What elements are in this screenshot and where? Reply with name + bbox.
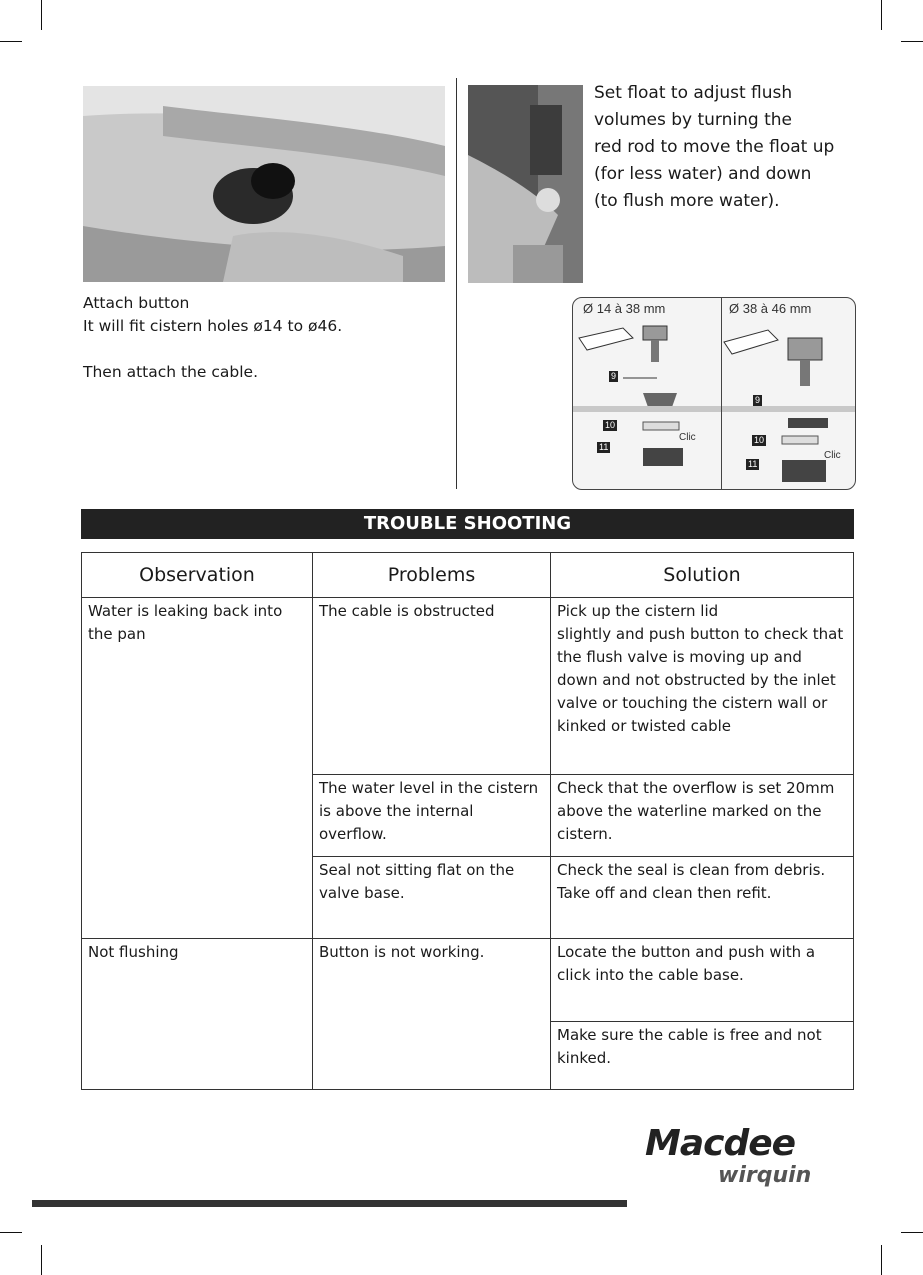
- problem-button: Button is not working.: [313, 939, 551, 1090]
- small-hole-panel: [573, 298, 722, 489]
- solution-overflow: Check that the overflow is set 20mm above the waterline marked on the cistern.: [551, 775, 854, 857]
- header-observation: Observation: [82, 553, 313, 598]
- float-instruction-line1: Set float to adjust flush: [594, 83, 793, 103]
- trouble-shooting-table: [81, 552, 854, 1090]
- part-10-tag: 10: [605, 420, 616, 430]
- table-row: [82, 939, 854, 1022]
- solution-locate-button: Locate the button and push with a click into the cable base.: [551, 939, 854, 1022]
- problem-seal: Seal not sitting flat on the valve base.: [313, 857, 551, 939]
- footer-bar: [32, 1200, 627, 1207]
- header-problems: Problems: [313, 553, 551, 598]
- observation-leaking: Water is leaking back into the pan: [82, 598, 313, 939]
- solution-cable-free: Make sure the cable is free and not kinked.: [551, 1022, 854, 1090]
- attach-button-caption: Attach button: [83, 294, 190, 312]
- part-10-tag: 10: [754, 435, 765, 445]
- solution-seal: Check the seal is clean from debris. Take off and clean then refit.: [551, 857, 854, 939]
- macdee-logo: Macdee: [645, 1123, 796, 1164]
- part-9-tag: 9: [755, 395, 761, 405]
- small-hole-label: Ø 14 à 38 mm: [583, 301, 666, 316]
- clic-label: Clic: [679, 432, 696, 443]
- clic-label: Clic: [824, 450, 841, 461]
- large-hole-panel: [722, 298, 855, 489]
- large-hole-label: Ø 38 à 46 mm: [729, 301, 812, 316]
- float-instruction-line4: (for less water) and down: [594, 164, 812, 184]
- wirquin-logo: wirquin: [718, 1163, 812, 1188]
- header-solution: Solution: [551, 553, 854, 598]
- crop-mark: [0, 41, 22, 42]
- crop-mark: [41, 0, 42, 30]
- crop-mark: [881, 1245, 882, 1275]
- float-instruction-line5: (to flush more water).: [594, 191, 780, 211]
- attach-button-photo: [83, 86, 445, 282]
- trouble-shooting-banner: TROUBLE SHOOTING: [81, 509, 854, 539]
- float-instruction-line3: red rod to move the float up: [594, 137, 835, 157]
- column-divider: [456, 78, 457, 489]
- part-9-tag: 9: [611, 371, 617, 381]
- part-11-tag: 11: [748, 459, 758, 469]
- crop-mark: [901, 1232, 923, 1233]
- attach-cable-caption: Then attach the cable.: [83, 363, 258, 381]
- table-row: [82, 598, 854, 775]
- crop-mark: [881, 0, 882, 30]
- crop-mark: [901, 41, 923, 42]
- float-adjust-photo: [468, 85, 583, 283]
- observation-not-flushing: Not flushing: [82, 939, 313, 1090]
- cistern-holes-caption: It will fit cistern holes ø14 to ø46.: [83, 317, 343, 335]
- problem-cable-obstructed: The cable is obstructed: [313, 598, 551, 775]
- table-header-row: [82, 553, 854, 598]
- hole-size-diagram: [572, 297, 856, 490]
- problem-water-level: The water level in the cistern is above the internal overflow.: [313, 775, 551, 857]
- crop-mark: [0, 1232, 22, 1233]
- solution-check-valve: Pick up the cistern lid slightly and push button to check that the flush valve is moving up and down and not obstructed by the inlet valve or touching the cistern wall or kinked or twisted cable: [551, 598, 854, 775]
- crop-mark: [41, 1245, 42, 1275]
- float-instruction-line2: volumes by turning the: [594, 110, 792, 130]
- part-11-tag: 11: [599, 442, 609, 452]
